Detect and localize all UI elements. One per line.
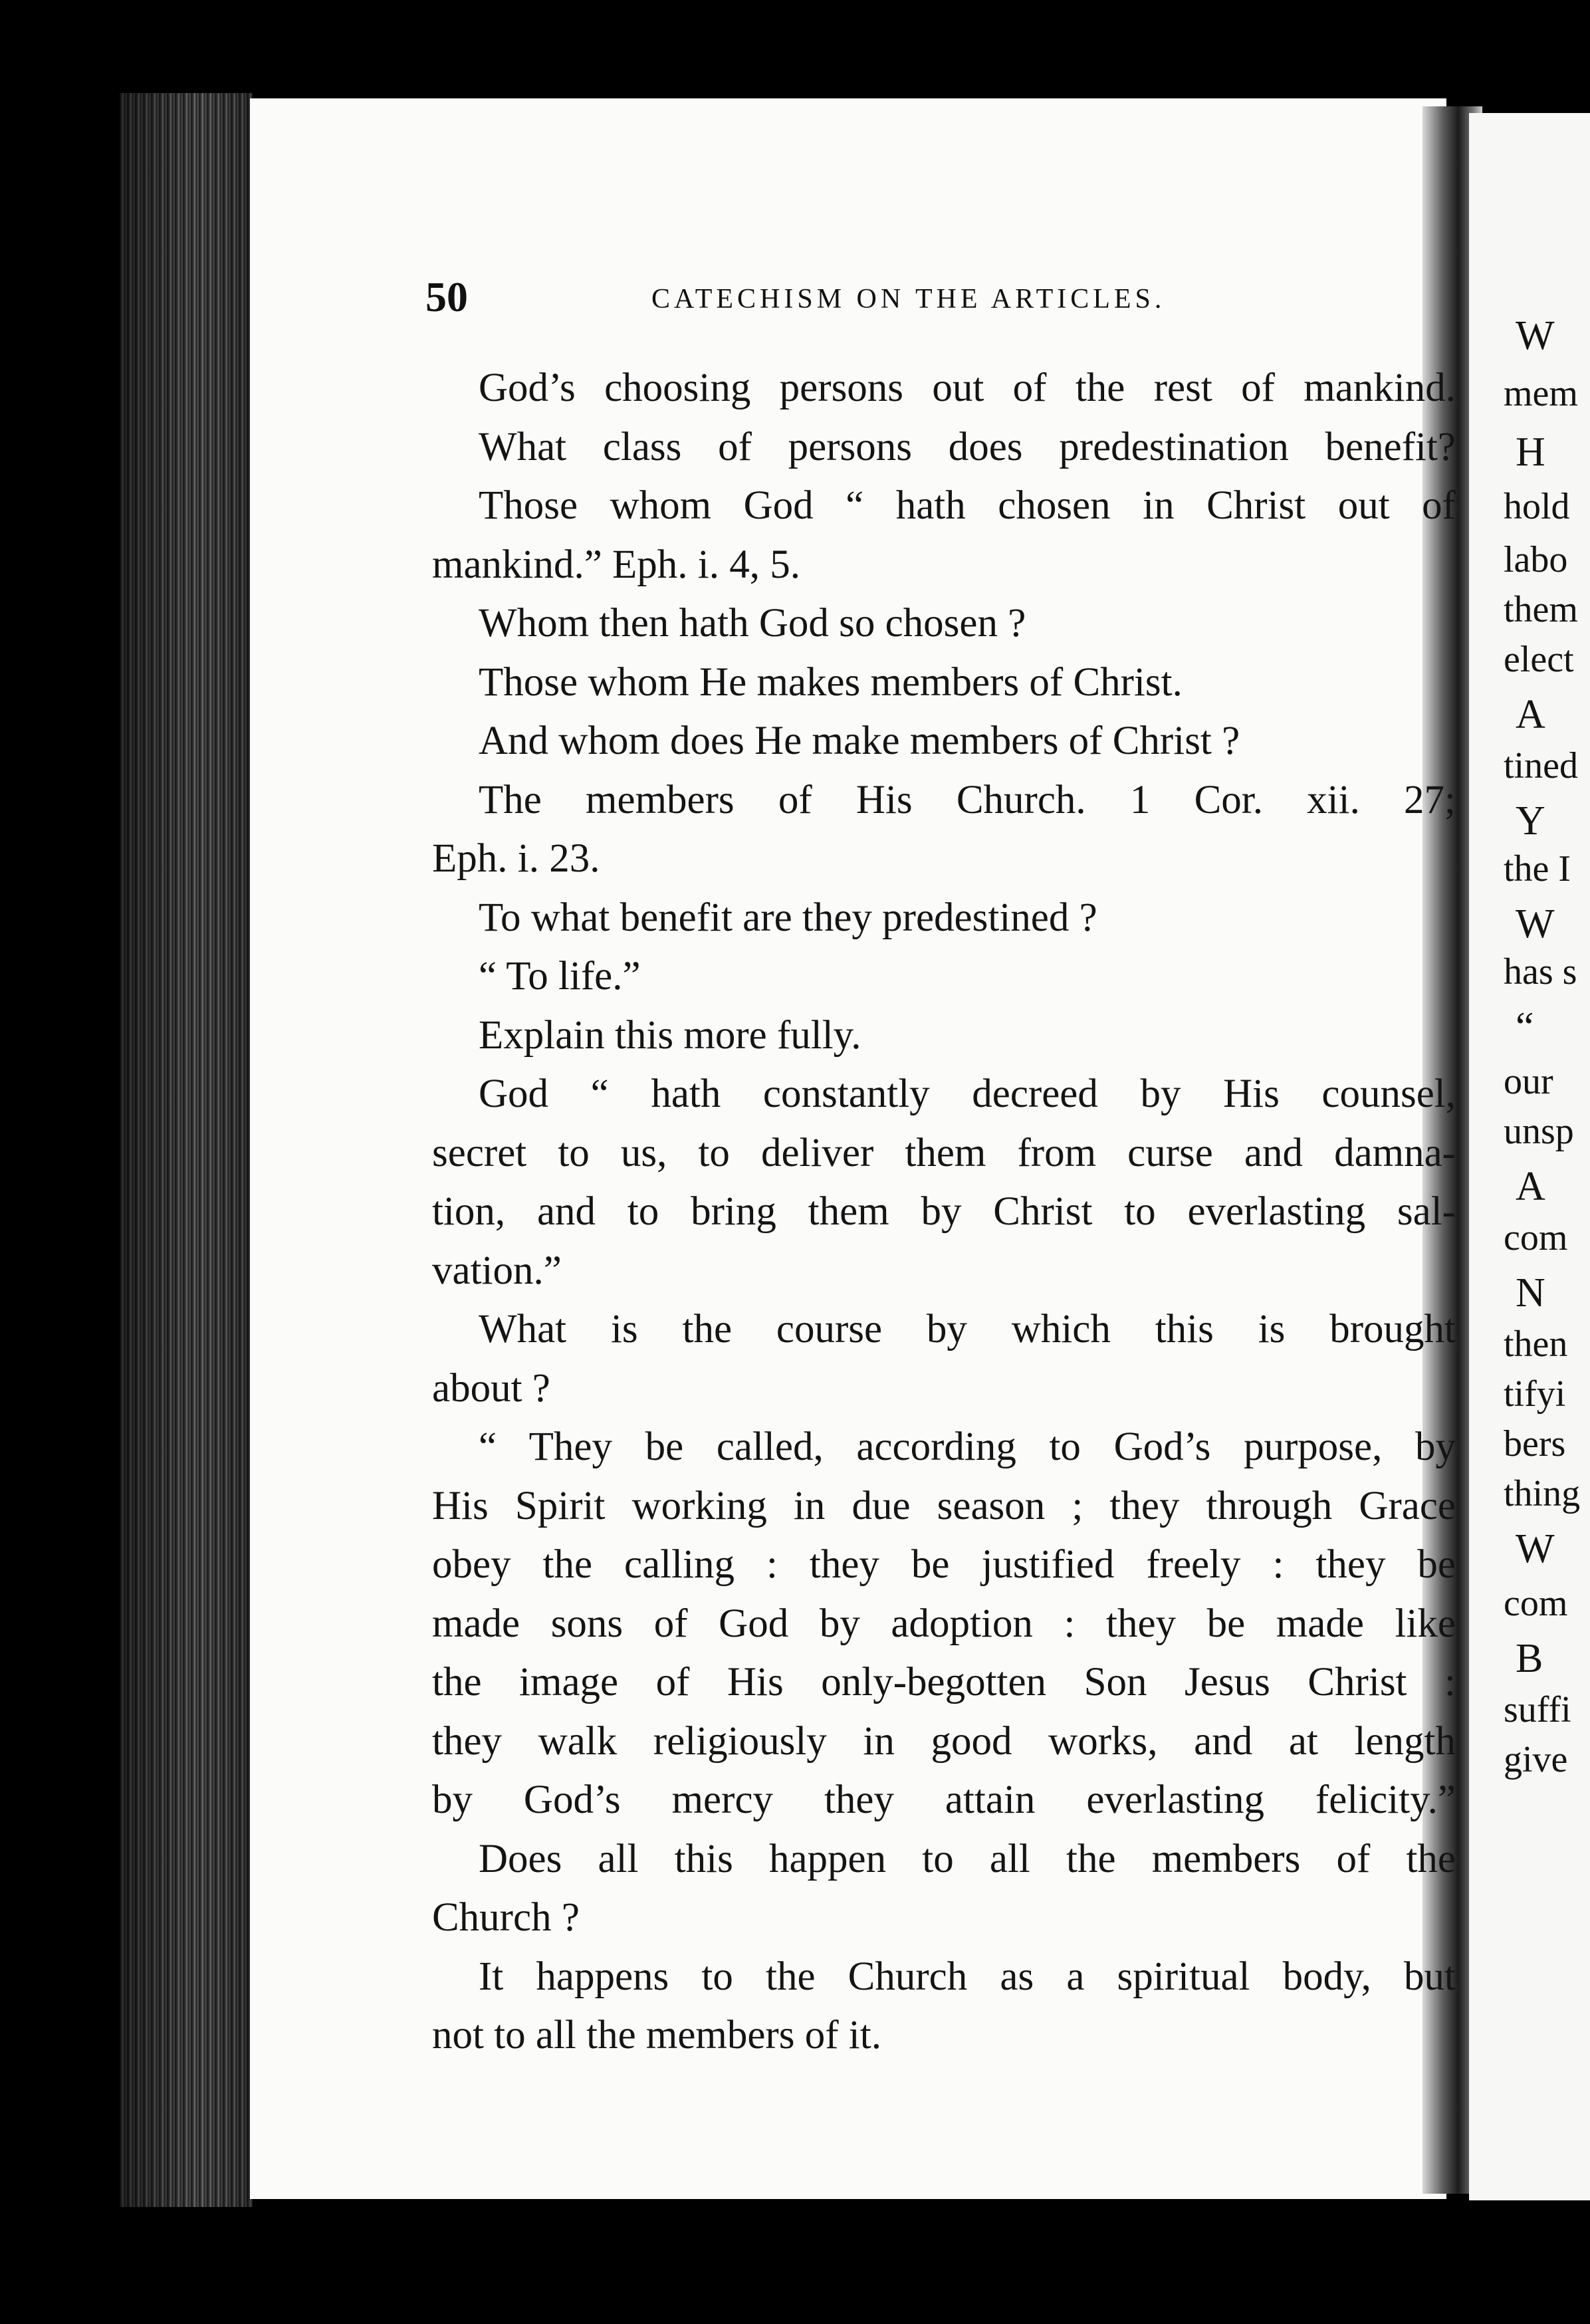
text-line: God “ hath constantly decreed by His counsel,: [479, 1072, 1456, 1116]
text-line: mankind.” Eph. i. 4, 5.: [432, 542, 801, 587]
book-page-edges: [120, 93, 253, 2207]
text-line: made sons of God by adoption : they be made like: [432, 1601, 1456, 1646]
text-line: To what benefit are they predestined ?: [479, 895, 1097, 940]
facing-page-fragment: H: [1516, 429, 1545, 475]
facing-page-fragment: has s: [1504, 951, 1577, 992]
facing-page-edge: [1469, 113, 1590, 2200]
facing-page-fragment: Y: [1516, 798, 1545, 844]
text-line: secret to us, to deliver them from curse and damna-: [432, 1130, 1456, 1175]
text-line: Church ?: [432, 1895, 580, 1940]
text-line: about ?: [432, 1365, 550, 1411]
text-line: Explain this more fully.: [479, 1012, 861, 1058]
facing-page-fragment: A: [1516, 692, 1545, 737]
text-line: Eph. i. 23.: [432, 836, 600, 881]
facing-page-fragment: “: [1516, 1004, 1534, 1050]
text-line: What is the course by which this is brought: [479, 1307, 1456, 1351]
text-line: Those whom God “ hath chosen in Christ out of: [479, 483, 1456, 528]
facing-page-fragment: tined: [1504, 745, 1578, 786]
page-header: [425, 273, 1236, 332]
running-head: CATECHISM ON THE ARTICLES.: [651, 284, 1166, 314]
facing-page-fragment: give: [1504, 1739, 1568, 1780]
text-line: Those whom He makes members of Christ.: [479, 659, 1183, 705]
facing-page-fragment: com: [1504, 1217, 1568, 1258]
text-line: Whom then hath God so chosen ?: [479, 601, 1026, 645]
text-line: What class of persons does predestination benefit?: [479, 424, 1456, 469]
text-line: It happens to the Church as a spiritual body, but: [479, 1954, 1456, 1999]
facing-page-fragment: them: [1504, 589, 1578, 630]
text-line: by God’s mercy they attain everlasting felicity.”: [432, 1778, 1456, 1822]
facing-page-fragment: W: [1516, 901, 1555, 947]
facing-page-fragment: our: [1504, 1061, 1553, 1102]
text-line: His Spirit working in due season ; they through Grace: [432, 1483, 1456, 1528]
facing-page-fragment: B: [1516, 1636, 1543, 1681]
facing-page-fragment: labo: [1504, 539, 1568, 580]
text-line: Does all this happen to all the members of the: [479, 1836, 1456, 1881]
facing-page-fragment: unsp: [1504, 1111, 1574, 1152]
text-line: “ They be called, according to God’s purpose, by: [479, 1425, 1456, 1469]
facing-page-fragment: mem: [1504, 373, 1578, 414]
facing-page-fragment: A: [1516, 1164, 1545, 1209]
text-line: God’s choosing persons out of the rest of mankind.: [479, 366, 1456, 410]
text-line: obey the calling : they be justified freely : they be: [432, 1542, 1456, 1587]
text-line: The members of His Church. 1 Cor. xii. 27;: [479, 777, 1456, 822]
facing-page-fragment: bers: [1504, 1423, 1566, 1464]
text-line: And whom does He make members of Christ ?: [479, 719, 1240, 763]
facing-page-fragment: the I: [1504, 848, 1571, 889]
facing-page-fragment: elect: [1504, 639, 1574, 680]
facing-page-fragment: hold: [1504, 486, 1570, 527]
facing-page-fragment: tifyi: [1504, 1373, 1566, 1415]
facing-page-fragment: suffi: [1504, 1689, 1571, 1730]
text-line: tion, and to bring them by Christ to everlasting sal-: [432, 1189, 1456, 1234]
facing-page-fragment: N: [1516, 1270, 1545, 1316]
text-line: they walk religiously in good works, and at length: [432, 1718, 1456, 1764]
facing-page-fragment: W: [1516, 1526, 1555, 1571]
page-number: 50: [425, 273, 468, 320]
facing-page-fragment: com: [1504, 1583, 1568, 1624]
facing-page-fragment: W: [1516, 313, 1555, 358]
body-text: [432, 359, 1456, 2065]
facing-page-fragment: thing: [1504, 1473, 1581, 1514]
text-line: not to all the members of it.: [432, 2013, 881, 2057]
text-line: “ To life.”: [479, 954, 641, 998]
text-line: the image of His only-begotten Son Jesus Christ :: [432, 1660, 1456, 1704]
text-line: vation.”: [432, 1248, 562, 1293]
facing-page-fragment: then: [1504, 1324, 1568, 1365]
